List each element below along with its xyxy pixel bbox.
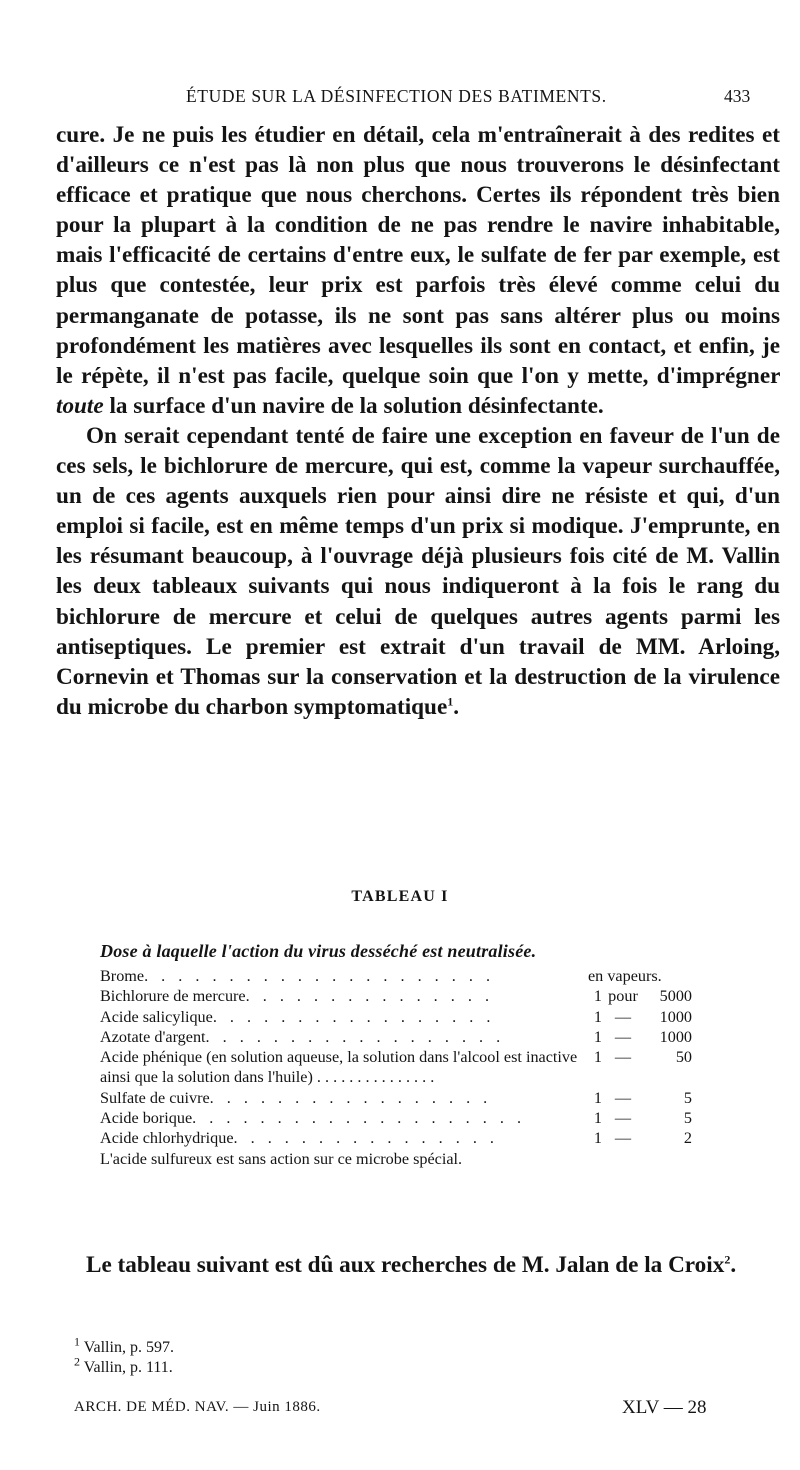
leader-dots: . . . . . . . . . . . . . . . .: [233, 1129, 499, 1148]
table-note: L'acide sulfureux est sans action sur ce microbe spécial.: [100, 1149, 463, 1168]
row-label: Sulfate de cuivre: [100, 1088, 210, 1107]
page-number: 433: [724, 86, 751, 106]
emphasis-word: toute: [56, 392, 104, 419]
leader-dots: . . . . . . . . . . . . . . .: [316, 1068, 435, 1087]
row-label: Azotate d'argent: [100, 1027, 206, 1046]
row-label: Acide borique: [100, 1109, 193, 1128]
leader-dots: . . . . . . . . . . . . . . . . .: [209, 1088, 492, 1107]
row-label: Acide chlorhydrique: [100, 1129, 234, 1148]
journal-reference: ARCH. DE MÉD. NAV. — Juin 1886.: [74, 1399, 321, 1415]
leader-dots: . . . . . . . . . . . . . . . . . .: [205, 1027, 505, 1046]
table-row: [100, 1007, 720, 1027]
row-value: 1 — 1000: [593, 1007, 692, 1026]
row-label: Acide phénique (en solution aqueuse, la solution dans l'alcool est inactive ainsi que la solution dans l'huile) . . . . . . . . . . . . . . .: [100, 1048, 578, 1087]
row-value: en vapeurs.: [588, 967, 662, 985]
row-value: 1 — 2: [593, 1129, 692, 1148]
table-row: [100, 966, 720, 986]
table-row: [100, 1128, 720, 1148]
running-title: ÉTUDE SUR LA DÉSINFECTION DES BATIMENTS.: [186, 86, 607, 106]
footnote: $^2$ Vallin, p. 111.: [74, 1354, 173, 1376]
row-value: 1 pour 5000: [593, 987, 692, 1006]
footnote-ref-1: 1: [447, 694, 454, 709]
row-label: Brome: [100, 967, 145, 985]
page-footer: [0, 1397, 800, 1427]
signature-mark: XLV — 28: [622, 1397, 707, 1418]
footnote: $^1$ Vallin, p. 597.: [74, 1334, 174, 1356]
paragraph-1: cure. Je ne puis les étudier en détail, cela m'entraînerait à des redites et d'ailleurs ce n'est pas là non plus que nous trouverons le désinfectant efficace et pratique que nous cherchons. Certes ils répondent très bien pour la plupart à la condition de ne pas rendre le navire inhabitable, mais l'efficacité de certains d'entre eux, le sulfate de fer par exemple, est plus que contestée, leur prix est parfois très élevé comme celui du permanganate de potasse, ils ne sont pas sans altérer plus ou moins profondément les matières avec lesquelles ils sont en contact, et enfin, je le répète, il n'est pas facile, quelque soin que l'on y mette, d'imprégner toute la surface d'un navire de la solution désinfectante.: [56, 122, 780, 419]
table-row-long: [100, 1047, 720, 1088]
closing-paragraph: Le tableau suivant est dû aux recherches de M. Jalan de la Croix$^2$.: [86, 1252, 737, 1278]
table-row: [100, 1088, 720, 1108]
paragraph-2: On serait cependant tenté de faire une exception en faveur de l'un de ces sels, le bichlorure de mercure, qui est, comme la vapeur surchauffée, un de ces agents auxquels rien pour ainsi dire ne résiste et qui, d'un emploi si facile, est en même temps d'un prix si modique. J'emprunte, en les résumant beaucoup, à l'ouvrage déjà plusieurs fois cité de M. Vallin les deux tableaux suivants qui nous indiqueront à la fois le rang du bichlorure de mercure et celui de quelques autres agents parmi les antiseptiques. Le premier est extrait d'un travail de MM. Arloing, Cornevin et Thomas sur la conservation et la destruction de la virulence du microbe du charbon symptomatique$^1$.: [56, 422, 780, 720]
footnote-ref-2: 2: [724, 1252, 731, 1267]
row-label: Bichlorure de mercure: [100, 987, 246, 1006]
row-value: 1 — 5: [593, 1109, 692, 1128]
table-row: [100, 1027, 720, 1047]
leader-dots: . . . . . . . . . . . . . . . . . . . . .: [144, 967, 495, 985]
table-row: [100, 986, 720, 1006]
footnotes: [74, 1334, 174, 1378]
row-value: 1 — 5: [593, 1088, 692, 1107]
running-head: [0, 86, 800, 116]
leader-dots: . . . . . . . . . . . . . . . . .: [212, 1007, 495, 1026]
disinfectant-table: [100, 966, 720, 1169]
body-text: [56, 120, 780, 722]
table-row: [100, 1108, 720, 1128]
row-value: 1 — 1000: [593, 1027, 692, 1046]
row-label: Acide salicylique: [100, 1007, 213, 1026]
leader-dots: . . . . . . . . . . . . . . .: [245, 987, 494, 1006]
table-caption: Dose à laquelle l'action du virus desséché est neutralisée.: [100, 941, 537, 961]
row-value: 1 — 50: [593, 1048, 692, 1067]
leader-dots: . . . . . . . . . . . . . . . . . . . .: [192, 1109, 526, 1128]
table-title: TABLEAU I: [351, 888, 449, 905]
